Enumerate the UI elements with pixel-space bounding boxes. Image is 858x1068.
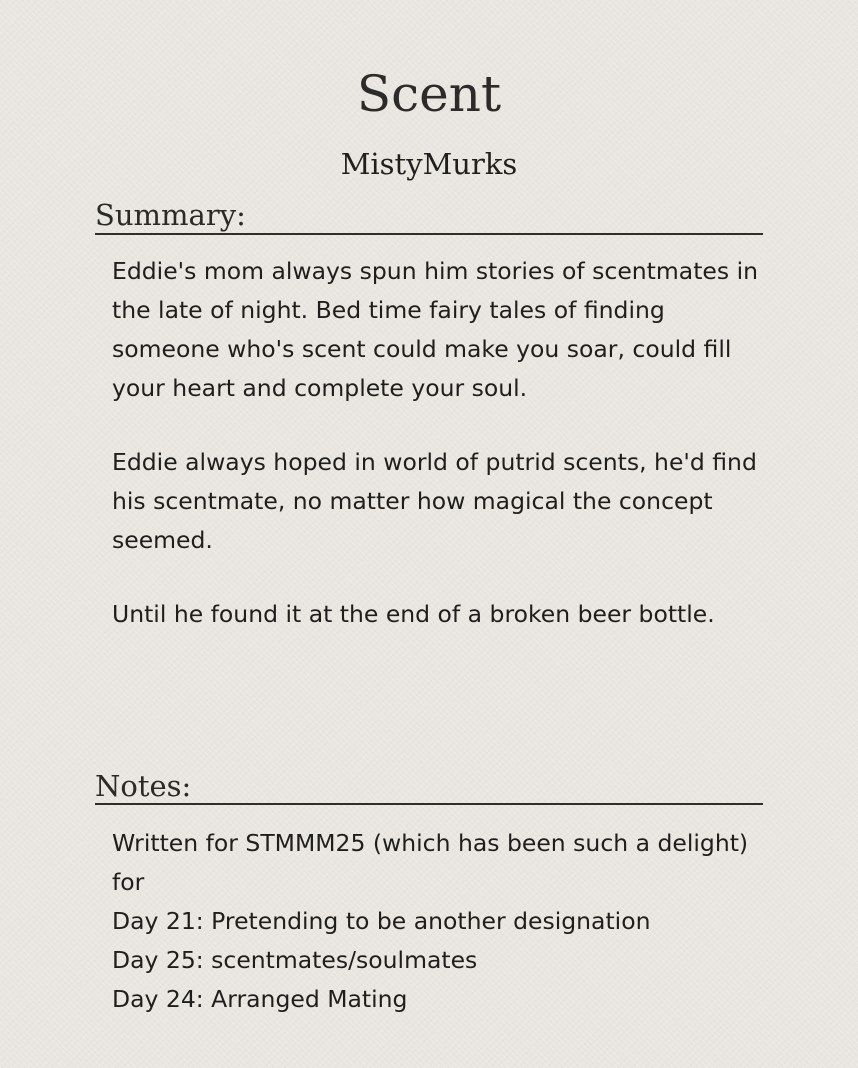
notes-line: Day 25: scentmates/soulmates: [112, 946, 478, 974]
notes-heading: Notes:: [95, 768, 763, 805]
notes-line: Day 21: Pretending to be another designation: [112, 907, 651, 935]
summary-heading: Summary:: [95, 197, 763, 235]
summary-paragraph: Until he found it at the end of a broken beer bottle.: [112, 600, 715, 628]
summary-body: [112, 252, 762, 634]
notes-line: Day 24: Arranged Mating: [112, 985, 408, 1013]
work-title: Scent: [356, 65, 502, 123]
notes-line: Written for STMMM25 (which has been such a delight) for: [112, 829, 749, 896]
notes-body: [112, 824, 762, 1019]
summary-paragraph: Eddie's mom always spun him stories of scentmates in the late of night. Bed time fairy tales of finding someone who's scent could make you soar, could fill your heart and complete your soul.: [112, 257, 758, 402]
summary-paragraph: Eddie always hoped in world of putrid scents, he'd find his scentmate, no matter how magical the concept seemed.: [112, 448, 757, 554]
author-byline[interactable]: MistyMurks: [340, 147, 518, 181]
